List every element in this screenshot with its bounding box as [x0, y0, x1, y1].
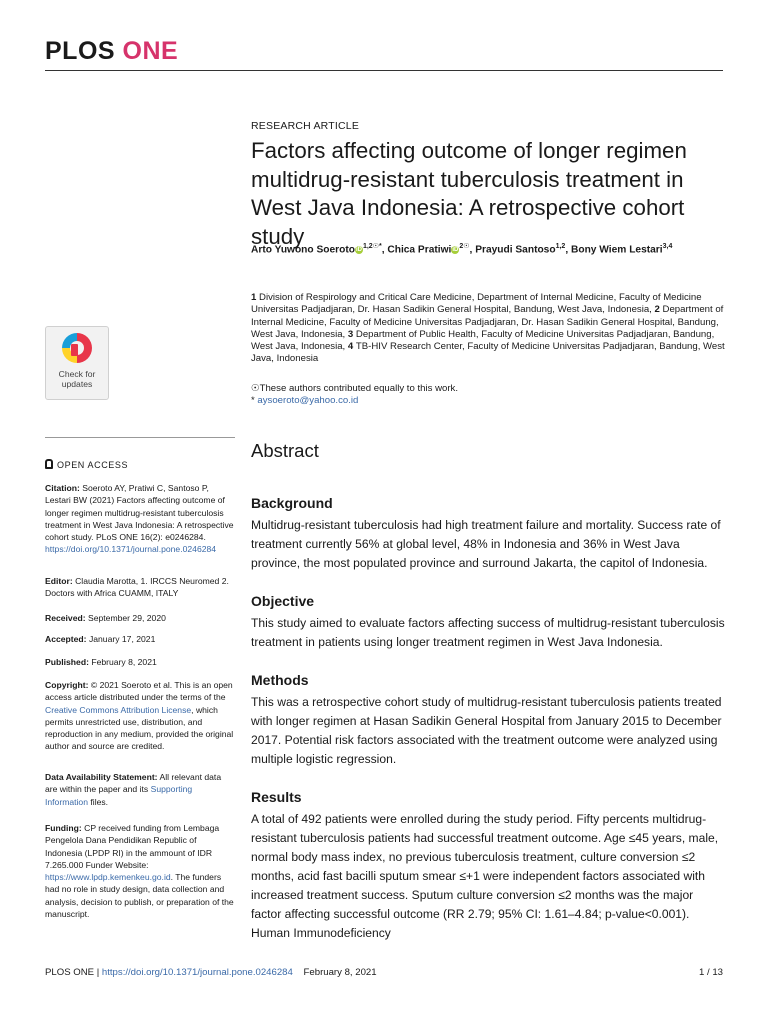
received-label: Received: — [45, 613, 86, 623]
background-heading: Background — [251, 495, 333, 511]
received-block — [45, 612, 235, 624]
author-name[interactable]: Chica Pratiwi — [387, 244, 452, 256]
results-text: A total of 492 patients were enrolled during the study period. Fifty percents multidrug-resistant tuberculosis patients had successful treatment outcome. Age ≤45 years, male, normal body mass index, no previous tuberculosis treatment, culture conversion ≤2 months, acid fast bacilli sputum smear ≤+1 were independent factors associated with increased treatment success. Sputum culture conversion ≤2 months was the major factor affecting successful outcome (RR 2.79; 95% CI: 1.61–4.84; p-value<0.001). Human Immunodeficiency — [251, 812, 719, 940]
published-label: Published: — [45, 657, 89, 667]
author-sup: 1,2 — [555, 243, 566, 250]
logo-plos: PLOS — [45, 37, 116, 65]
affil-num: 1 — [251, 292, 257, 303]
check-updates-line2: updates — [61, 379, 93, 389]
objective-text: This study aimed to evaluate factors affecting success of multidrug-resistant tuberculosis treatment in patients using longer treatment regimen in West Java Indonesia. — [251, 616, 725, 649]
logo-one: ONE — [122, 37, 179, 65]
editor-text: Claudia Marotta, 1. IRCCS Neuromed 2. Doctors with Africa CUAMM, ITALY — [45, 576, 229, 599]
bookmark-icon — [71, 344, 78, 356]
funding-text: CP received funding from Lembaga Pengelola Dana Pendidikan Republic of Indonesia (LPDP RI) in the ammount of IDR 7.265.000 Funder Website: — [45, 823, 220, 870]
check-for-updates-button[interactable] — [45, 326, 109, 400]
editor-block — [45, 575, 235, 600]
affil-num: 4 — [347, 341, 354, 353]
footer-date: February 8, 2021 — [303, 967, 377, 978]
journal-logo — [45, 37, 178, 66]
article-title: Factors affecting outcome of longer regimen multidrug-resistant tuberculosis treatment in West Java Indonesia: A retrospective cohort study — [251, 138, 687, 249]
abstract-heading: Abstract — [251, 440, 319, 461]
page-footer: PLOS ONE | https://doi.org/10.1371/journal.pone.0246284 February 8, 2021 1 / 13 — [45, 967, 723, 978]
funding-text-2: . The funders had no role in study design, data collection and analysis, decision to publish, or preparation of the manuscript. — [45, 872, 234, 920]
funding-label: Funding: — [45, 823, 82, 833]
received-date: September 29, 2020 — [88, 613, 166, 623]
affiliations — [251, 292, 726, 366]
data-availability-label: Data Availability Statement: — [45, 772, 158, 782]
copyright-text: © 2021 Soeroto et al. This is an open access article distributed under the terms of the — [45, 680, 233, 703]
article-type: RESEARCH ARTICLE — [251, 120, 360, 132]
orcid-icon[interactable]: iD — [355, 246, 362, 253]
author-name[interactable]: Bony Wiem Lestari — [570, 244, 663, 256]
license-link[interactable]: Creative Commons Attribution License — [45, 704, 192, 715]
copyright-label: Copyright: — [45, 680, 89, 690]
footer-journal: PLOS ONE — [45, 967, 95, 978]
accepted-block — [45, 633, 235, 645]
accepted-date: January 17, 2021 — [88, 634, 156, 644]
funding-block — [45, 822, 235, 920]
open-access-badge — [45, 459, 235, 471]
sidebar-divider — [45, 437, 235, 438]
author-sup: 3,4 — [662, 243, 673, 250]
contributions: ☉These authors contributed equally to this work. * aysoeroto@yahoo.co.id — [251, 383, 458, 407]
data-availability-block — [45, 771, 235, 808]
footer-doi-link[interactable]: https://doi.org/10.1371/journal.pone.0246284 — [101, 967, 293, 978]
funder-website-link[interactable]: https://www.lpdp.kemenkeu.go.id — [45, 872, 171, 883]
results-heading: Results — [251, 789, 302, 805]
header-divider — [45, 70, 723, 71]
orcid-icon[interactable]: iD — [452, 246, 459, 253]
affil-text: TB-HIV Research Center, Faculty of Medicine Universitas Padjadjaran, Bandung, West Java, Indonesia — [251, 341, 725, 365]
citation-doi-link[interactable]: https://doi.org/10.1371/journal.pone.0246284 — [45, 544, 217, 555]
copyright-text-2: , which permits unrestricted use, distribution, and reproduction in any medium, provided the original author and source are credited. — [45, 704, 234, 752]
affil-num: 3 — [347, 328, 354, 340]
open-access-label: OPEN ACCESS — [57, 460, 129, 470]
published-block — [45, 656, 235, 668]
author-name[interactable]: Prayudi Santoso — [475, 244, 556, 256]
editor-label: Editor: — [45, 576, 73, 586]
citation-block — [45, 482, 235, 556]
affil-text: Department of Public Health, Faculty of Medicine Universitas Padjadjaran, Bandung, West Java, Indonesia, — [251, 328, 715, 353]
methods-text: This was a retrospective cohort study of multidrug-resistant tuberculosis patients treated with longer regimen at Hasan Sadikin General Hospital from January 2015 to December 2017. Potential risk factors associated with the treatment outcome were analyzed using multiple logistic regression. — [251, 695, 722, 766]
accepted-label: Accepted: — [45, 634, 87, 644]
citation-label: Citation: — [45, 483, 80, 493]
published-date: February 8, 2021 — [91, 657, 157, 667]
author-sup: 2☉ — [459, 243, 470, 250]
author-list: Arto Yuwono SoerotoiD$^{1,2☉*}$, Chica PratiwiiD$^{2☉}$, Prayudi Santoso$^{1,2}$, Bony Wiem Lestari$^{3,4}$ — [251, 243, 673, 256]
supporting-info-link[interactable]: Supporting Information — [45, 784, 193, 807]
author-sup: 1,2☉* — [362, 243, 382, 250]
objective-heading: Objective — [251, 593, 315, 609]
affil-text: Department of Internal Medicine, Faculty of Medicine Universitas Padjadjaran, Dr. Hasan Sadikin General Hospital, Bandung, West Java, Indonesia, — [251, 304, 724, 340]
equal-contrib-note: These authors contributed equally to this work. — [259, 383, 458, 394]
page-number: 1 / 13 — [698, 967, 723, 978]
open-lock-icon — [45, 459, 53, 469]
author-email-link[interactable]: aysoeroto@yahoo.co.id — [257, 395, 359, 407]
equal-contrib-icon: ☉ — [251, 383, 260, 394]
data-availability-text: All relevant data are within the paper and its — [45, 772, 222, 795]
background-text: Multidrug-resistant tuberculosis had high treatment failure and mortality. Success rate of treatment currently 56% at global level, 48% in Indonesia and 36% in West Java province, the most populated province and surround Jakarta, the capitol of Indonesia. — [251, 518, 721, 570]
methods-heading: Methods — [251, 672, 309, 688]
affil-text: Division of Respirology and Critical Care Medicine, Department of Internal Medicine, Faculty of Medicine Universitas Padjadjaran, Dr. Hasan Sadikin General Hospital, Bandung, West Java, Indonesia, — [251, 292, 702, 316]
copyright-block — [45, 679, 235, 753]
citation-text: Soeroto AY, Pratiwi C, Santoso P, Lestari BW (2021) Factors affecting outcome of longer regimen multidrug-resistant tuberculosis treatment in West Java Indonesia: A retrospective cohort study. PLoS ONE 16(2): e0246284. — [45, 483, 234, 543]
data-availability-text-2: files. — [90, 796, 109, 807]
check-updates-line1: Check for — [58, 369, 96, 379]
check-updates-label — [46, 369, 108, 389]
author-name[interactable]: Arto Yuwono Soeroto — [251, 244, 355, 256]
affil-num: 2 — [654, 304, 660, 316]
